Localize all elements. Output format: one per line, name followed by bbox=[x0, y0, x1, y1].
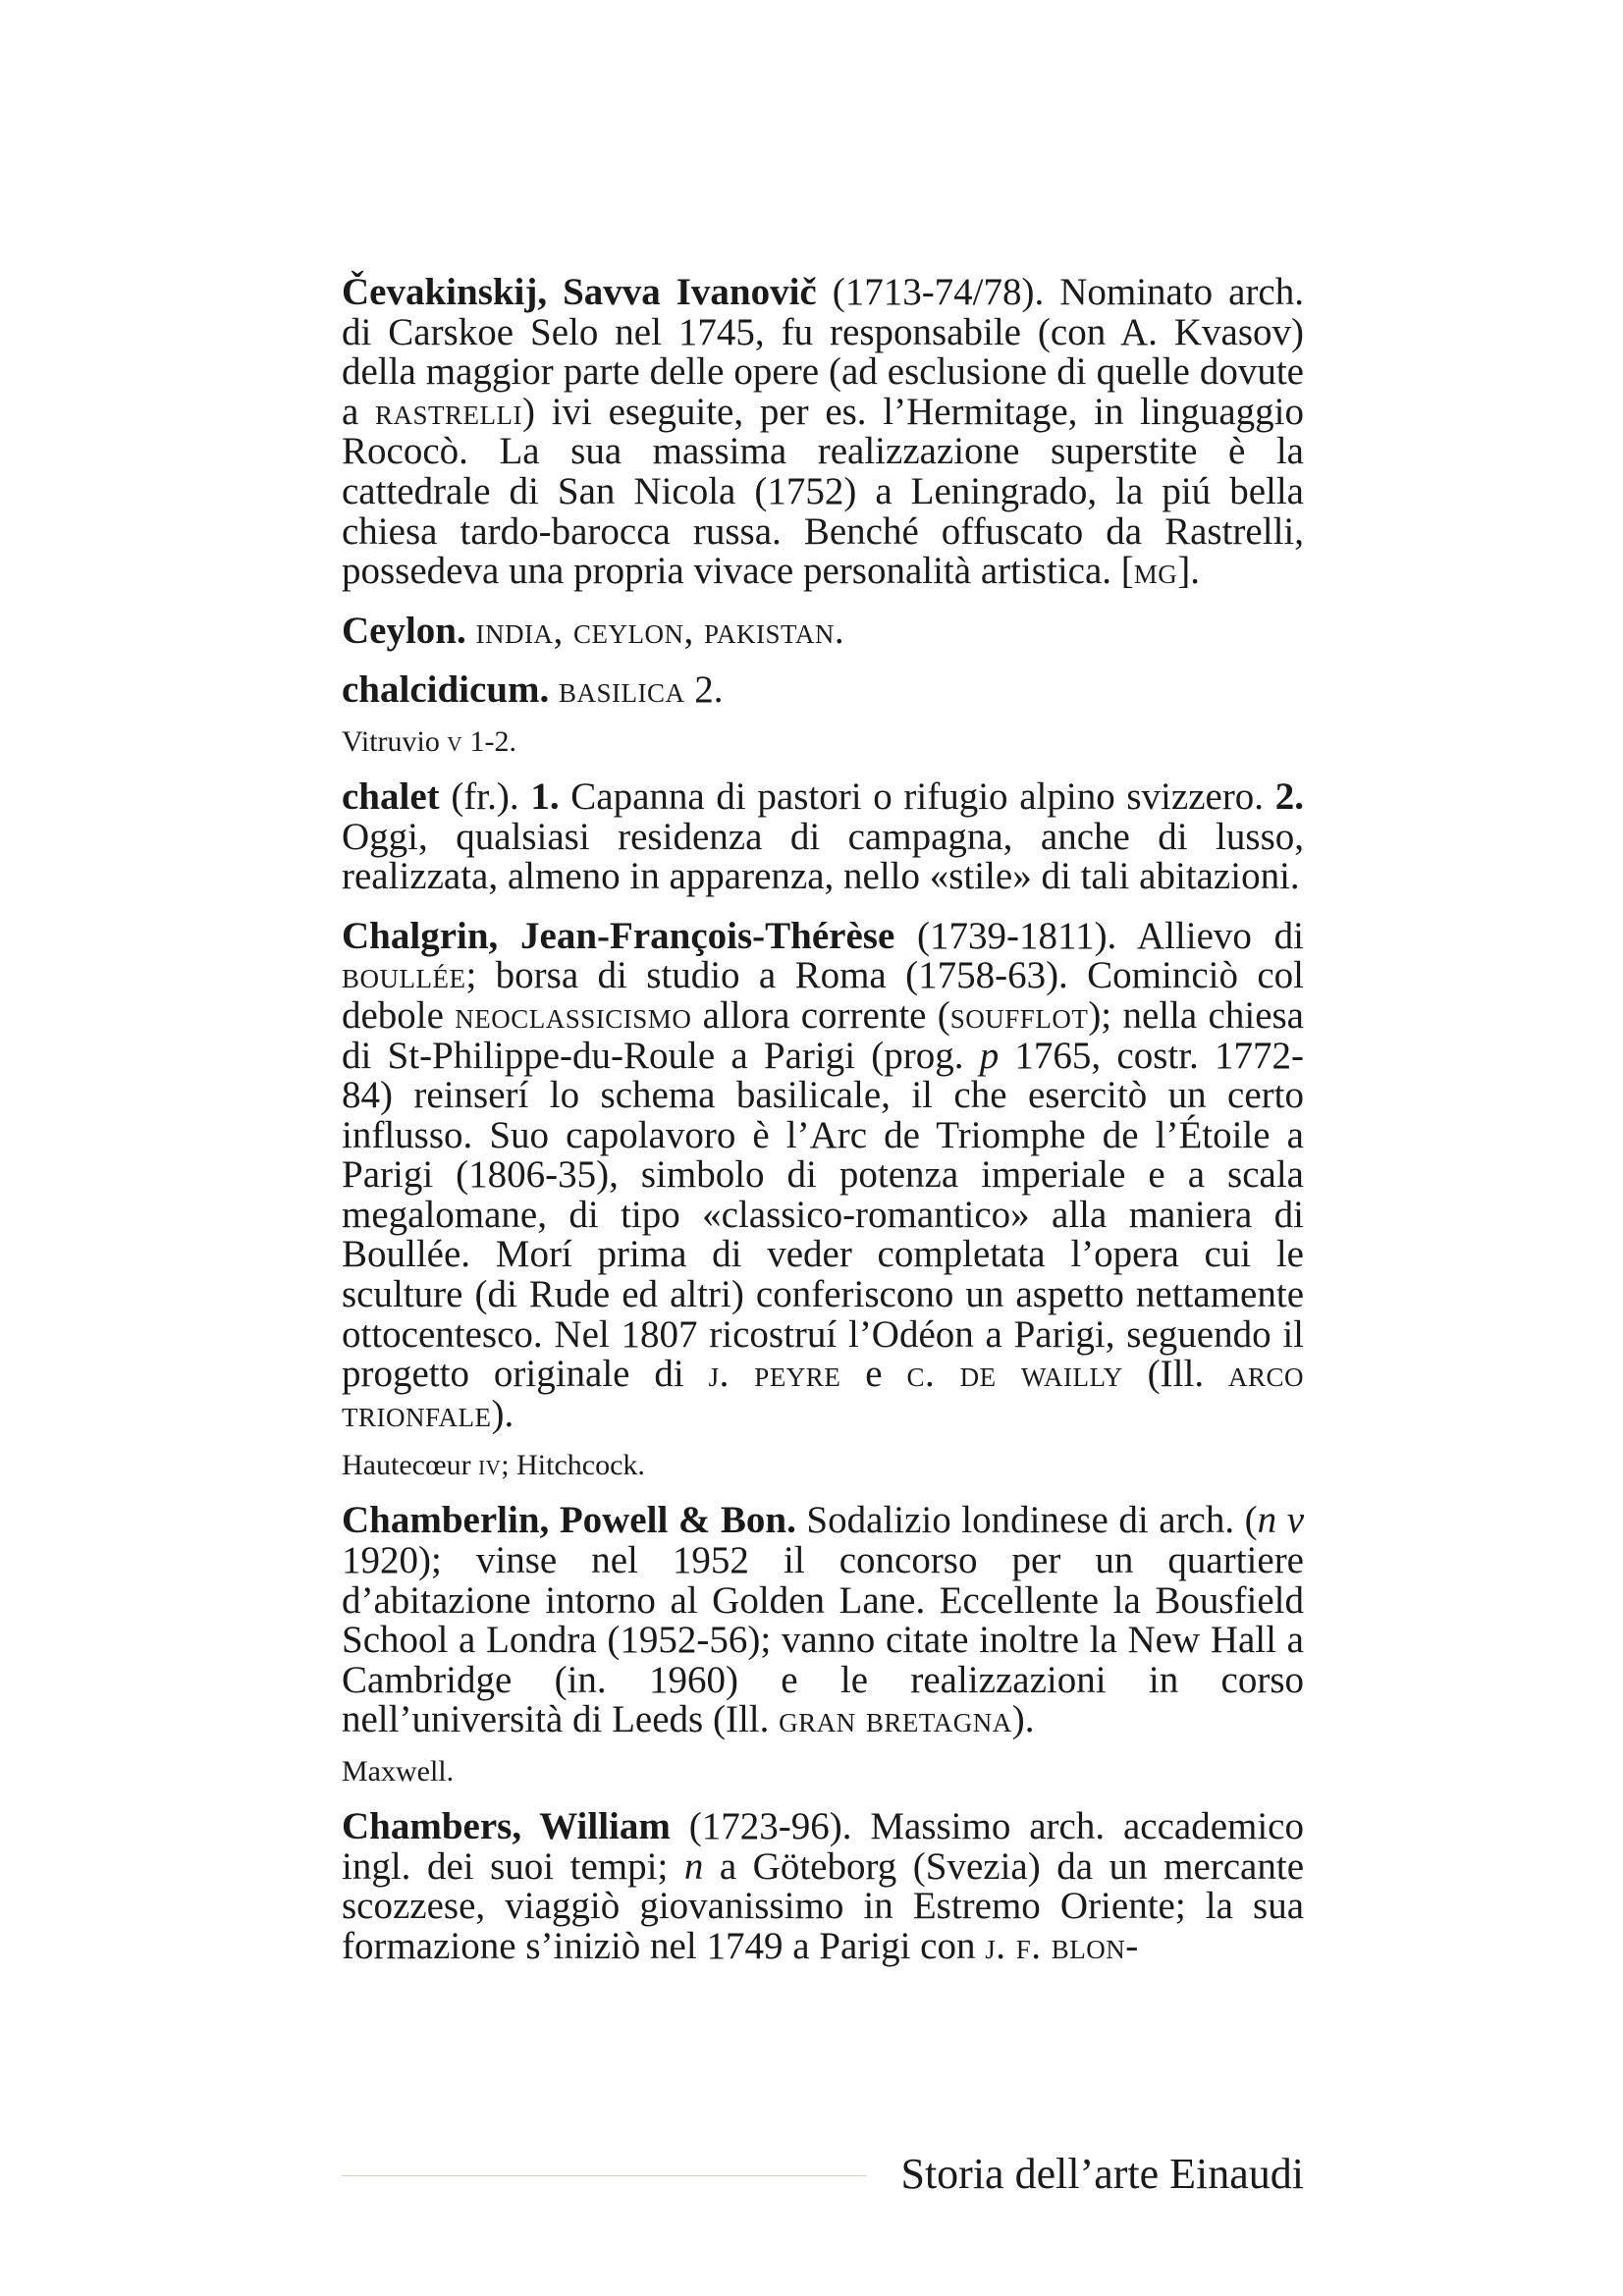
entry-chalet: chalet (fr.). 1. Capanna di pastori o rifugio alpino svizzero. 2. Oggi, qualsiasi residenza di campagna, anche di lusso, realizzata, almeno in apparenza, nello «stile» di tali abitazioni. bbox=[342, 774, 1304, 898]
cross-reference: india, ceylon, pakistan. bbox=[475, 609, 845, 652]
entry-ceylon bbox=[342, 609, 1304, 652]
entry-headword: Čevakinskij, Savva Ivanovič bbox=[342, 271, 817, 313]
bibliography-note: Hautecœur iv; Hitchcock. bbox=[342, 1449, 645, 1482]
entry-headword: Ceylon. bbox=[342, 609, 466, 652]
bibliography-note: Vitruvio v 1-2. bbox=[342, 724, 517, 758]
entry-headword: Chalgrin, Jean-François-Thérèse bbox=[342, 914, 895, 957]
footer-title: Storia dell’arte Einaudi bbox=[900, 2150, 1304, 2198]
entry-chalcidicum: chalcidicum. basilica 2. bbox=[342, 668, 724, 712]
cross-reference: j. f. blon- bbox=[985, 1924, 1139, 1967]
cross-reference: j. peyre bbox=[708, 1353, 841, 1396]
cross-reference: soufflot bbox=[949, 993, 1089, 1037]
cross-reference: basilica bbox=[559, 668, 685, 712]
entry-chamberlin: Chamberlin, Powell & Bon. Sodalizio londinese di arch. (n v 1920); vinse nel 1952 il concorso per un quartiere d’abitazione intorno al Golden Lane. Eccellente la Bousfield School a Londra (1952-56); vanno citate inoltre la New Hall a Cambridge (in. 1960) e le realizzazioni in corso nell’università di Leeds (Ill. gran bretagna). bbox=[342, 1499, 1305, 1741]
entry-headword: chalet bbox=[342, 774, 440, 818]
text-column bbox=[342, 273, 1304, 1986]
cross-reference: c. de wailly bbox=[906, 1353, 1123, 1396]
author-initials: mg bbox=[1133, 550, 1178, 593]
entry-chalgrin: Chalgrin, Jean-François-Thérèse (1739-1811). Allievo di boullée; borsa di studio a Roma (1758-63). Cominciò col debole neoclassicismo allora corrente (soufflot); nella chiesa di St-Philippe-du-Roule a Parigi (prog. p 1765, costr. 1772-84) reinserí lo schema basilicale, il che esercitò un certo influsso. Suo capolavoro è l’Arc de Triomphe de l’Étoile a Parigi (1806-35), simbolo di potenza imperiale e a scala megalomane, di tipo «classico-romantico» alla maniera di Boullée. Morí prima di veder completata l’opera cui le sculture (di Rude ed altri) conferiscono un aspetto nettamente ottocentesco. Nel 1807 ricostruí l’Odéon a Parigi, seguendo il progetto originale di j. peyre e c. de wailly (Ill. arco trionfale). bbox=[342, 914, 1304, 1435]
entry-headword: Chamberlin, Powell & Bon. bbox=[342, 1499, 796, 1542]
cross-reference: rastrelli bbox=[375, 390, 523, 433]
bibliography-note: Maxwell. bbox=[342, 1755, 455, 1788]
cross-reference: gran bretagna bbox=[779, 1698, 1012, 1741]
entry-headword: Chambers, William bbox=[342, 1805, 671, 1847]
footer-rule bbox=[342, 2175, 867, 2176]
cross-reference: neoclassicismo bbox=[455, 993, 692, 1037]
cross-reference: boullée bbox=[342, 954, 466, 997]
entry-cevakinskij: Čevakinskij, Savva Ivanovič (1713-74/78). Nominato arch. di Carskoe Selo nel 1745, fu responsabile (con A. Kvasov) della maggior parte delle opere (ad esclusione di quelle dovute a rastrelli) ivi eseguite, per es. l’Hermitage, in linguaggio Rococò. La sua massima realizzazione superstite è la cattedrale di San Nicola (1752) a Leningrado, la piú bella chiesa tardo-barocca russa. Benché offuscato da Rastrelli, possedeva una propria vivace personalità artistica. [mg]. bbox=[342, 271, 1304, 593]
entry-headword: chalcidicum. bbox=[342, 668, 550, 712]
cross-reference: arco trionfale bbox=[342, 1353, 1304, 1435]
entry-chambers: Chambers, William (1723-96). Massimo arch. accademico ingl. dei suoi tempi; n a Göteborg (Svezia) da un mercante scozzese, viaggiò giovanissimo in Estremo Oriente; la sua formazione s’iniziò nel 1749 a Parigi con j. f. blon- bbox=[342, 1805, 1305, 1967]
